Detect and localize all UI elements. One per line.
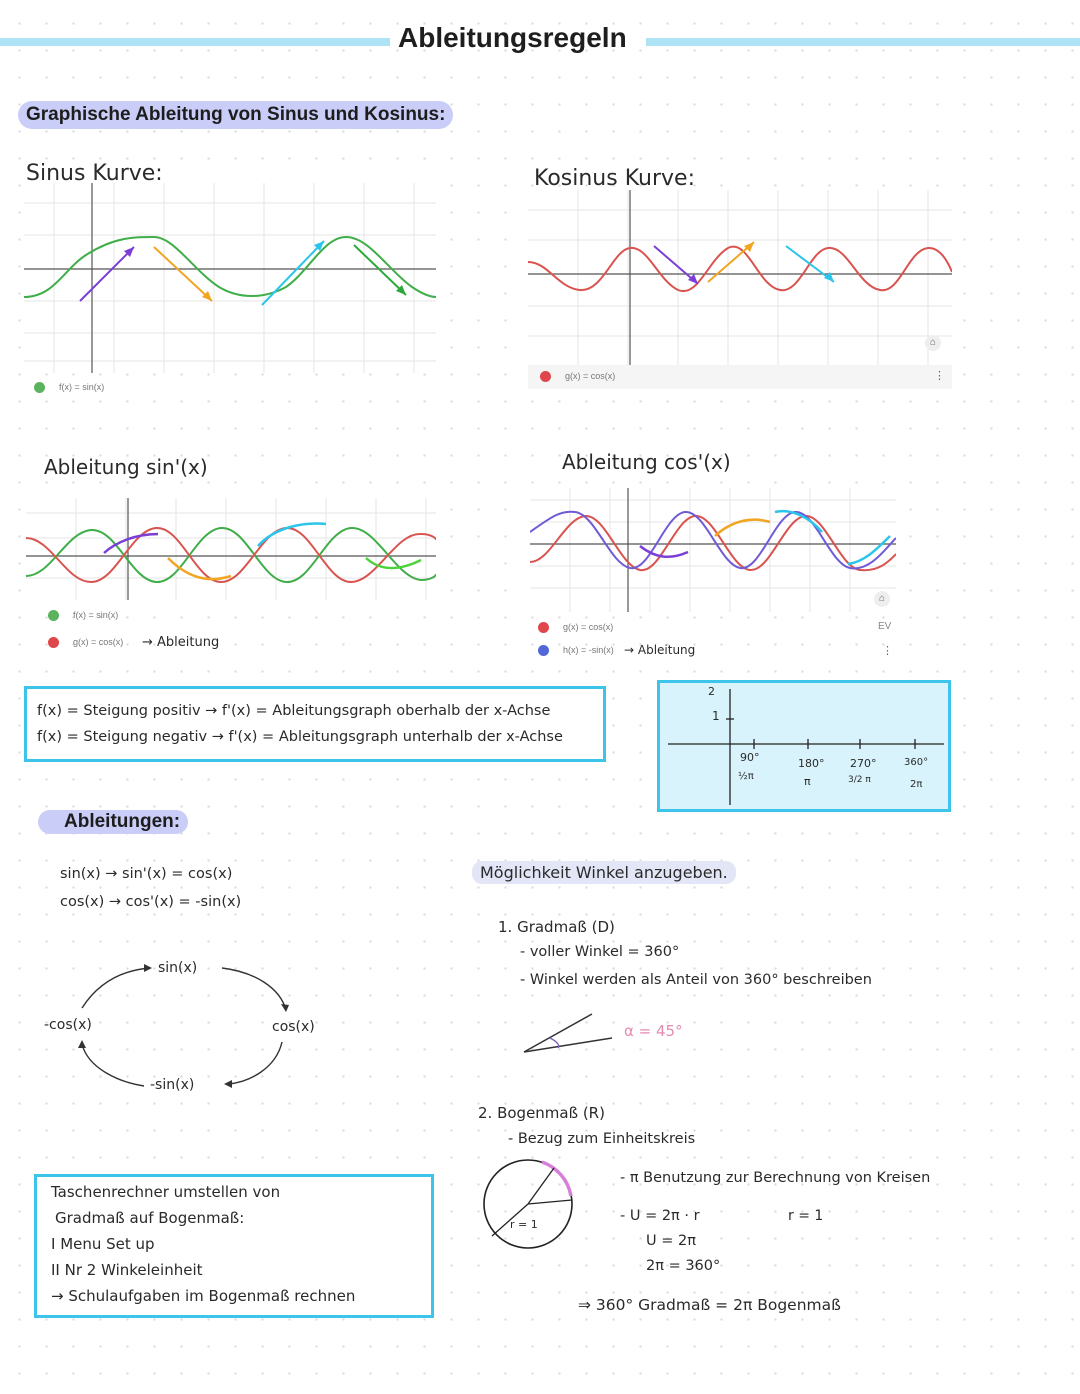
- gradmass-heading: 1. Gradmaß (D): [498, 918, 615, 936]
- cosine-graph: [528, 190, 952, 368]
- legend-text: f(x) = sin(x): [59, 382, 105, 392]
- deriv-arrow-note-cos: → Ableitung: [624, 643, 696, 657]
- pi-note: - π Benutzung zur Berechnung von Kreisen: [620, 1170, 931, 1186]
- gradmass-point-2: - Winkel werden als Anteil von 360° beschreiben: [520, 972, 872, 988]
- ev-label: EV: [878, 621, 892, 632]
- legend-dot-green: [34, 382, 45, 393]
- legend-deriv-sin-f: [48, 610, 118, 621]
- section-heading-ableitungen: Ableitungen:: [38, 810, 188, 834]
- section-heading-graphic: Graphische Ableitung von Sinus und Kosinus:: [18, 101, 453, 129]
- legend-text: h(x) = -sin(x): [563, 645, 614, 655]
- cycle-minus-cos: -cos(x): [44, 1017, 92, 1033]
- legend-dot-green: [48, 610, 59, 621]
- calc-line-5: → Schulaufgaben im Bogenmaß rechnen: [51, 1287, 356, 1305]
- angle-axis: [660, 683, 948, 809]
- ableitung-cos-label: Ableitung cos'(x): [562, 450, 731, 474]
- legend-text: f(x) = sin(x): [73, 610, 119, 620]
- calc-line-2: Gradmaß auf Bogenmaß:: [55, 1209, 245, 1227]
- deriv-cosine-graph: [530, 488, 896, 612]
- x-deg-180: 180°: [798, 757, 825, 770]
- rule-line-1: f(x) = Steigung positiv → f'(x) = Ableitungsgraph oberhalb der x-Achse: [37, 703, 551, 719]
- legend-cosine: [540, 371, 615, 382]
- x-deg-270: 270°: [850, 757, 877, 770]
- cycle-sin: sin(x): [158, 960, 198, 976]
- r-eq: r = 1: [788, 1208, 824, 1224]
- more-menu-icon[interactable]: ⋮: [934, 370, 945, 382]
- legend-deriv-sin-g: [48, 637, 123, 648]
- cycle-cos: cos(x): [272, 1019, 315, 1035]
- title-line-right: [646, 38, 1080, 46]
- deriv-sine-graph: [26, 498, 436, 600]
- x-deg-360: 360°: [904, 757, 929, 768]
- bogenmass-point-1: - Bezug zum Einheitskreis: [508, 1131, 696, 1147]
- y-label-2: 2: [708, 685, 715, 698]
- x-rad-two-pi: 2π: [910, 779, 923, 790]
- ableitung-sin-label: Ableitung sin'(x): [44, 455, 208, 479]
- legend-deriv-cos-h: [538, 645, 614, 656]
- sinus-label: Sinus Kurve:: [26, 161, 163, 186]
- angle-sketch: [518, 1008, 618, 1068]
- x-rad-pi: π: [804, 775, 811, 788]
- deriv-rule-cos: cos(x) → cos'(x) = -sin(x): [60, 894, 242, 910]
- u-formula-1: - U = 2π · r: [620, 1208, 700, 1224]
- x-rad-three-half-pi: 3/2 π: [848, 775, 871, 785]
- legend-text: g(x) = cos(x): [565, 371, 616, 381]
- x-deg-90: 90°: [740, 751, 760, 764]
- legend-text: g(x) = cos(x): [73, 637, 124, 647]
- calc-line-1: Taschenrechner umstellen von: [51, 1183, 281, 1201]
- home-icon-2[interactable]: ⌂: [874, 591, 890, 607]
- title-line-left: [0, 38, 390, 46]
- legend-deriv-cos-g: [538, 622, 613, 633]
- axis-box: [657, 680, 951, 812]
- x-rad-half-pi: ½π: [738, 771, 754, 782]
- legend-dot-red: [538, 622, 549, 633]
- home-icon[interactable]: ⌂: [925, 335, 941, 351]
- more-menu-icon-2[interactable]: ⋮: [882, 645, 893, 657]
- calc-line-4: II Nr 2 Winkeleinheit: [51, 1261, 203, 1279]
- legend-dot-blue: [538, 645, 549, 656]
- kosinus-label: Kosinus Kurve:: [534, 166, 695, 191]
- legend-dot-red: [540, 371, 551, 382]
- calculator-note-box: [34, 1174, 434, 1318]
- rule-box: [24, 686, 606, 762]
- gradmass-point-1: - voller Winkel = 360°: [520, 944, 680, 960]
- alpha-label: α = 45°: [624, 1022, 683, 1040]
- legend-sine: [34, 382, 104, 393]
- rule-line-2: f(x) = Steigung negativ → f'(x) = Ableitungsgraph unterhalb der x-Achse: [37, 729, 563, 745]
- unit-circle-sketch: [476, 1156, 580, 1252]
- cycle-minus-sin: -sin(x): [150, 1077, 195, 1093]
- angle-title: Möglichkeit Winkel anzugeben.: [472, 861, 736, 884]
- deriv-arrow-note-sin: → Ableitung: [142, 635, 220, 650]
- r-label: r = 1: [510, 1218, 538, 1231]
- deriv-rule-sin: sin(x) → sin'(x) = cos(x): [60, 866, 233, 882]
- page-title: Ableitungsregeln: [398, 22, 627, 53]
- legend-dot-red: [48, 637, 59, 648]
- conclusion: ⇒ 360° Gradmaß = 2π Bogenmaß: [578, 1296, 841, 1314]
- sine-graph: [24, 183, 436, 373]
- calc-line-3: I Menu Set up: [51, 1235, 155, 1253]
- bogenmass-heading: 2. Bogenmaß (R): [478, 1104, 605, 1122]
- two-pi-eq: 2π = 360°: [646, 1258, 721, 1274]
- u-formula-2: U = 2π: [646, 1233, 696, 1249]
- y-label-1: 1: [712, 709, 720, 723]
- legend-text: g(x) = cos(x): [563, 622, 614, 632]
